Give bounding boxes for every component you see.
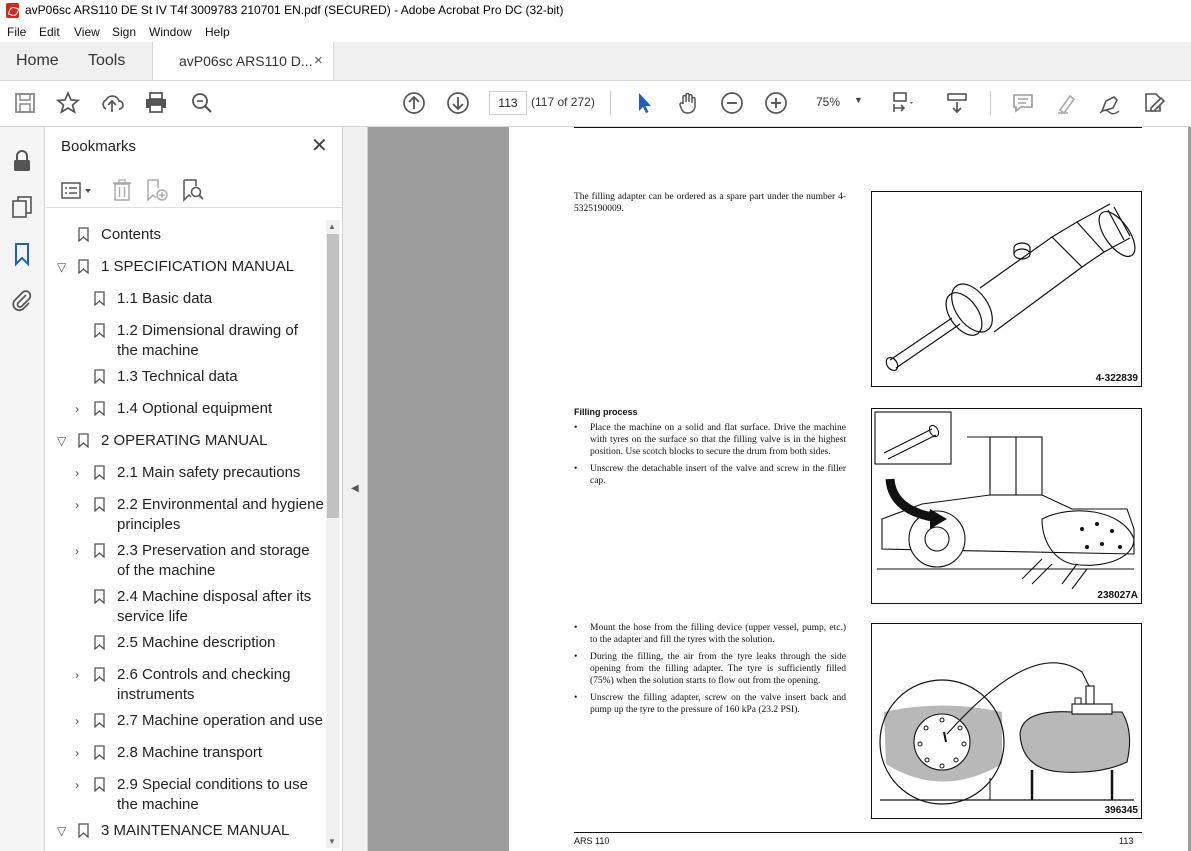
search-zoom-icon[interactable] (189, 90, 215, 116)
bookmarks-list (45, 217, 325, 851)
toolbar-divider (990, 91, 991, 115)
bookmark-icon (94, 635, 105, 650)
tab-close-icon[interactable]: × (314, 52, 323, 69)
list-item: • Unscrew the detachable insert of the valve and screw in the filler cap. (574, 463, 846, 487)
table-edge (1141, 127, 1142, 128)
delete-bookmark-icon[interactable] (111, 177, 133, 203)
table-top-border (574, 127, 1142, 128)
figure-tyre-filling (871, 623, 1142, 819)
bookmark-special-conditions[interactable]: › 2.9 Special conditions to use the machine (75, 776, 308, 813)
bookmark-icon (78, 823, 89, 838)
bookmarks-panel-icon[interactable] (9, 241, 35, 267)
bookmark-operating-manual[interactable]: ▽ 2 OPERATING MANUAL (57, 432, 268, 449)
bookmark-basic-data[interactable]: 1.1 Basic data (45, 289, 325, 309)
chevron-down-icon[interactable]: ▽ (57, 824, 67, 838)
chevron-right-icon[interactable]: › (75, 714, 79, 728)
bookmarks-scrollbar[interactable] (326, 220, 340, 848)
filling-adapter-drawing (872, 192, 1141, 386)
page-number-input[interactable]: 113 (489, 91, 527, 115)
menu-sign[interactable]: Sign (112, 25, 137, 39)
scroll-down-icon[interactable]: ▼ (328, 837, 336, 846)
hand-tool-icon[interactable] (675, 90, 701, 116)
figure-label: 396345 (1104, 805, 1138, 816)
attachments-paperclip-icon[interactable] (9, 287, 35, 313)
footer-model: ARS 110 (574, 836, 610, 846)
toolbar (0, 81, 1191, 127)
chevron-right-icon[interactable]: › (75, 402, 79, 416)
save-icon[interactable] (12, 90, 38, 116)
select-cursor-icon[interactable] (631, 90, 657, 116)
bookmark-icon (94, 323, 105, 338)
title-bar (0, 0, 1191, 22)
bookmark-icon (78, 227, 89, 242)
bookmark-icon (94, 745, 105, 760)
bookmark-specification-manual[interactable]: ▽ 1 SPECIFICATION MANUAL (57, 258, 295, 275)
zoom-out-icon[interactable] (719, 90, 745, 116)
page-fit-icon[interactable] (890, 90, 916, 116)
scroll-mode-icon[interactable] (944, 90, 970, 116)
print-icon[interactable] (143, 90, 169, 116)
figure-filling-adapter (871, 191, 1142, 387)
bookmark-star-icon[interactable] (55, 90, 81, 116)
bookmark-icon (94, 777, 105, 792)
pages-thumbnails-icon[interactable] (9, 194, 35, 220)
chevron-down-icon: ▼ (854, 95, 863, 105)
highlight-pen-icon[interactable] (1054, 90, 1080, 116)
bookmark-contents[interactable]: Contents (45, 225, 325, 245)
window-title: avP06sc ARS110 DE St IV T4f 3009783 210701 EN.pdf (SECURED) - Adobe Acrobat Pro DC (32-bit) (25, 3, 564, 17)
footer-page-number: 113 (1119, 836, 1134, 846)
chevron-right-icon[interactable]: › (75, 746, 79, 760)
bookmarks-panel (45, 127, 343, 851)
bookmark-optional-equipment[interactable]: › 1.4 Optional equipment (75, 400, 273, 417)
page-count: (117 of 272) (531, 95, 595, 109)
bookmark-icon (78, 259, 89, 274)
bookmark-machine-operation[interactable]: › 2.7 Machine operation and use (75, 712, 323, 729)
bookmark-icon (94, 369, 105, 384)
section-title: Filling process (574, 407, 638, 417)
bookmark-icon (94, 291, 105, 306)
scroll-up-icon[interactable]: ▲ (328, 222, 336, 231)
bookmark-icon (94, 543, 105, 558)
chevron-right-icon[interactable]: › (75, 498, 79, 512)
panel-collapse-handle[interactable] (343, 127, 368, 851)
edit-pdf-icon[interactable] (1141, 90, 1167, 116)
bookmark-icon (94, 465, 105, 480)
chevron-right-icon[interactable]: › (75, 466, 79, 480)
figure-compactor (871, 408, 1142, 604)
bookmark-controls-instruments[interactable]: › 2.6 Controls and checking instruments (75, 666, 291, 703)
bookmarks-title: Bookmarks (61, 138, 137, 155)
share-cloud-icon[interactable] (99, 90, 125, 116)
bookmarks-toolbar (45, 173, 342, 208)
table-edge (574, 127, 575, 128)
tab-home[interactable]: Home (16, 52, 59, 69)
menu-edit[interactable]: Edit (39, 25, 60, 39)
next-page-icon[interactable] (445, 90, 471, 116)
menu-help[interactable]: Help (205, 25, 230, 39)
list-item: • Mount the hose from the filling device (upper vessel, pump, etc.) to the adapter and fill the tyres with the solution. (574, 622, 846, 646)
acrobat-app-icon (6, 3, 19, 18)
chevron-right-icon[interactable]: › (75, 778, 79, 792)
bookmark-icon (94, 589, 105, 604)
bookmark-safety-precautions[interactable]: › 2.1 Main safety precautions (75, 464, 301, 481)
bookmark-options-icon[interactable] (61, 180, 95, 202)
bookmark-icon (78, 433, 89, 448)
left-rail (0, 127, 45, 851)
tab-tools[interactable]: Tools (88, 52, 126, 69)
bookmark-dimensional-drawing[interactable]: 1.2 Dimensional drawing of the machine (45, 321, 325, 361)
bookmark-machine-description[interactable]: 2.5 Machine description (45, 633, 325, 653)
bookmark-icon (94, 497, 105, 512)
menu-file[interactable]: File (7, 25, 27, 39)
bookmark-environmental-principles[interactable]: › 2.2 Environmental and hygiene principles (75, 496, 324, 533)
bookmark-icon (94, 713, 105, 728)
steps-list-2 (574, 622, 846, 721)
bookmark-machine-disposal[interactable]: 2.4 Machine disposal after its service life (45, 587, 325, 627)
list-item: • Place the machine on a solid and flat surface. Drive the machine with tyres on the surface so that the filling valve is in the highest position. Use scotch blocks to secure the drum from both sides. (574, 422, 846, 458)
tab-document[interactable] (152, 42, 334, 80)
scrollbar-thumb[interactable] (327, 234, 339, 518)
zoom-value: 75% (816, 95, 841, 109)
steps-list-1 (574, 422, 846, 492)
menu-view[interactable]: View (74, 25, 100, 39)
new-bookmark-icon[interactable] (145, 177, 169, 203)
tyre-filling-drawing (872, 624, 1141, 818)
bookmark-machine-transport[interactable]: › 2.8 Machine transport (75, 744, 263, 761)
previous-page-icon[interactable] (401, 90, 427, 116)
close-panel-icon[interactable]: ✕ (311, 135, 328, 157)
chevron-right-icon[interactable]: › (75, 668, 79, 682)
zoom-in-icon[interactable] (763, 90, 789, 116)
toolbar-divider (610, 91, 611, 115)
lock-icon[interactable] (9, 148, 35, 174)
figure-label: 238027A (1097, 590, 1138, 601)
pdf-page (509, 127, 1188, 851)
sign-pen-icon[interactable] (1097, 90, 1123, 116)
chevron-down-icon[interactable]: ▽ (57, 434, 67, 448)
bookmark-preservation-storage[interactable]: › 2.3 Preservation and storage of the machine (75, 542, 310, 579)
comment-icon[interactable] (1010, 90, 1036, 116)
tab-bar (0, 42, 1191, 81)
bookmark-icon (94, 667, 105, 682)
figure-label: 4-322839 (1095, 373, 1138, 384)
table-edge (762, 127, 763, 128)
footer-rule (574, 832, 1142, 833)
intro-paragraph: The filling adapter can be ordered as a spare part under the number 4-5325190009. (574, 192, 846, 214)
menu-window[interactable]: Window (149, 25, 192, 39)
collapse-arrow-icon: ◀ (351, 483, 359, 494)
list-item: • During the filling, the air from the tyre leaks through the side opening from the filling adapter. The tyre is sufficiently filled (75%) when the solution starts to flow out from the opening. (574, 651, 846, 687)
compactor-drawing (872, 409, 1141, 603)
bookmark-maintenance-manual[interactable]: ▽ 3 MAINTENANCE MANUAL (57, 822, 290, 839)
find-bookmark-icon[interactable] (181, 177, 205, 203)
menu-bar (0, 22, 1191, 42)
list-item: • Unscrew the filling adapter, screw on the valve insert back and pump up the tyre to the pressure of 160 kPa (23.2 PSI). (574, 692, 846, 716)
tab-document-label: avP06sc ARS110 D... (179, 53, 313, 69)
table-edge (952, 127, 953, 128)
chevron-down-icon[interactable]: ▽ (57, 260, 67, 274)
bookmark-technical-data[interactable]: 1.3 Technical data (45, 367, 325, 387)
zoom-select[interactable] (810, 92, 866, 112)
bookmark-icon (94, 401, 105, 416)
chevron-right-icon[interactable]: › (75, 544, 79, 558)
